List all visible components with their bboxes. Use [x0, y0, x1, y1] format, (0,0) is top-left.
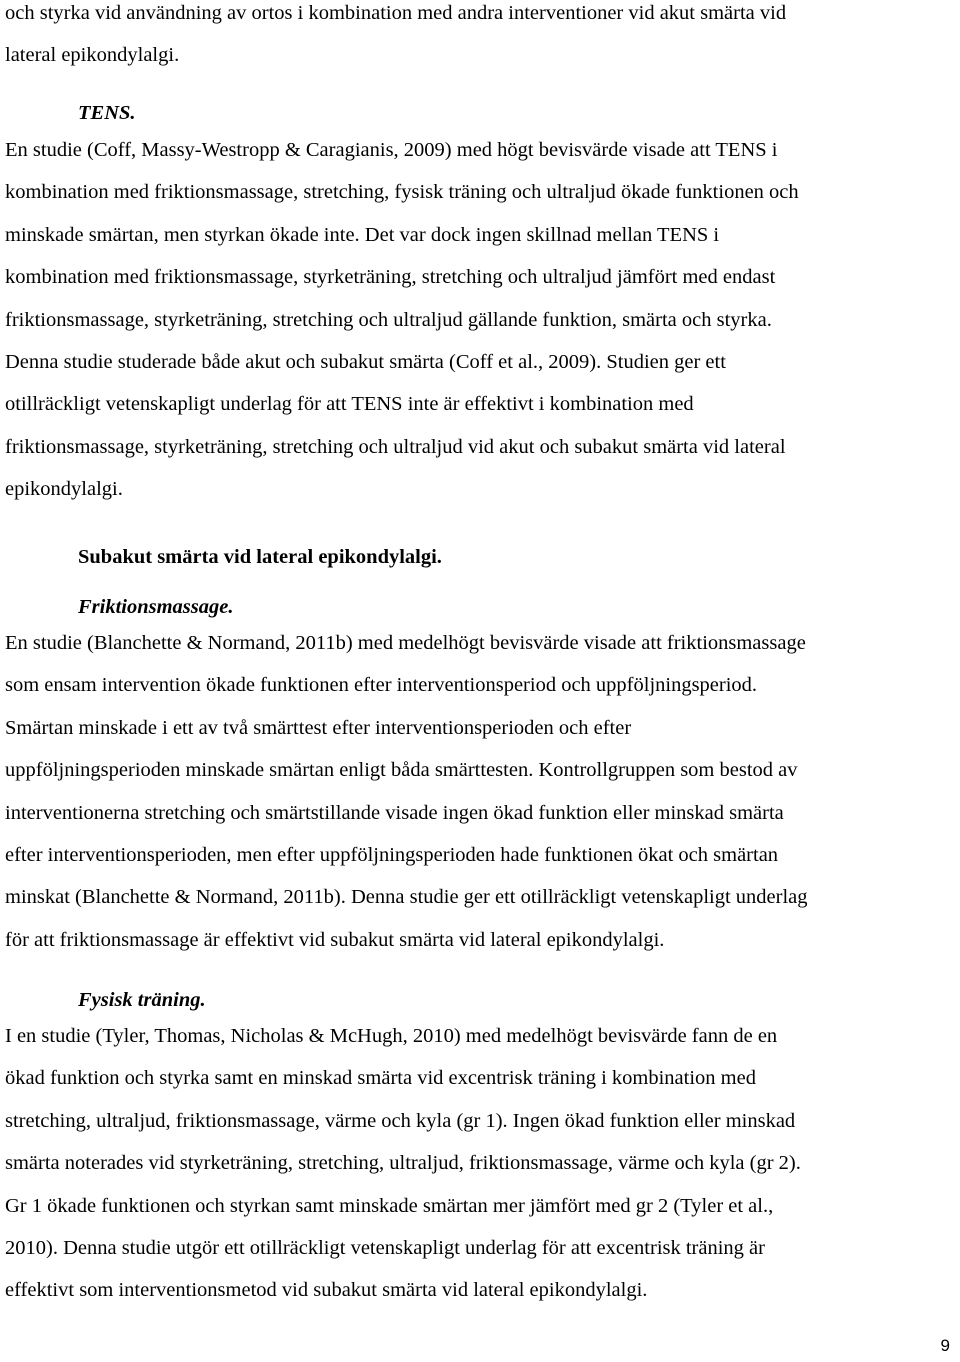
text-line: otillräckligt vetenskapligt underlag för att TENS inte är effektivt i kombination med: [5, 393, 694, 416]
text-line: 2010). Denna studie utgör ett otillräckligt vetenskapligt underlag för att excentrisk träning är: [5, 1236, 765, 1259]
text-line: En studie (Blanchette & Normand, 2011b) med medelhögt bevisvärde visade att friktionsmassage: [5, 632, 806, 654]
heading-tens: TENS.: [78, 102, 136, 124]
text-line: kombination med friktionsmassage, styrketräning, stretching och ultraljud jämfört med endast: [5, 266, 776, 289]
text-line: En studie (Coff, Massy-Westropp & Caragianis, 2009) med högt bevisvärde visade att TENS i: [5, 139, 778, 161]
text-line: Gr 1 ökade funktionen och styrkan samt minskade smärtan mer jämfört med gr 2 (Tyler et al.,: [5, 1194, 774, 1217]
text-line: minskat (Blanchette & Normand, 2011b). Denna studie ger ett otillräckligt vetenskapligt underlag: [5, 886, 808, 909]
text-line: interventionerna stretching och smärtstillande visade ingen ökad funktion eller minskad smärta: [5, 801, 784, 824]
paragraph-tens: [5, 129, 957, 511]
text-line: stretching, ultraljud, friktionsmassage, värme och kyla (gr 1). Ingen ökad funktion eller minskad: [5, 1109, 796, 1132]
text-line: friktionsmassage, styrketräning, stretching och ultraljud gällande funktion, smärta och styrka.: [5, 308, 772, 331]
text-line: ökad funktion och styrka samt en minskad smärta vid excentrisk träning i kombination med: [5, 1067, 756, 1090]
heading-subakut: Subakut smärta vid lateral epikondylalgi.: [78, 546, 442, 568]
intro-paragraph: [5, 0, 957, 77]
text-line: och styrka vid användning av ortos i kombination med andra interventioner vid akut smärta vid: [5, 2, 787, 24]
text-line: Smärtan minskade i ett av två smärttest efter interventionsperioden och efter: [5, 716, 632, 739]
text-line: som ensam intervention ökade funktionen efter interventionsperiod och uppföljningsperiod.: [5, 674, 758, 697]
text-line: kombination med friktionsmassage, stretching, fysisk träning och ultraljud ökade funktionen och: [5, 181, 799, 204]
text-line: smärta noterades vid styrketräning, stretching, ultraljud, friktionsmassage, värme och kyla (gr 2).: [5, 1152, 801, 1175]
text-line: effektivt som interventionsmetod vid subakut smärta vid lateral epikondylalgi.: [5, 1279, 648, 1302]
paragraph-fysisk-traning: [5, 1015, 957, 1312]
text-line: för att friktionsmassage är effektivt vid subakut smärta vid lateral epikondylalgi.: [5, 928, 665, 951]
text-line: epikondylalgi.: [5, 478, 123, 501]
heading-fysisk-traning: Fysisk träning.: [78, 989, 206, 1011]
text-line: friktionsmassage, styrketräning, stretching och ultraljud vid akut och subakut smärta vid lateral: [5, 435, 786, 458]
paragraph-friktionsmassage: [5, 622, 957, 961]
text-line: uppföljningsperioden minskade smärtan enligt båda smärttesten. Kontrollgruppen som bestod av: [5, 759, 798, 782]
heading-friktionsmassage: Friktionsmassage.: [78, 596, 234, 618]
text-line: efter interventionsperioden, men efter uppföljningsperioden hade funktionen ökat och smärtan: [5, 843, 779, 866]
text-line: minskade smärtan, men styrkan ökade inte. Det var dock ingen skillnad mellan TENS i: [5, 223, 720, 246]
page-number: 9: [940, 1336, 950, 1355]
text-line: Denna studie studerade både akut och subakut smärta (Coff et al., 2009). Studien ger ett: [5, 350, 726, 373]
text-line: I en studie (Tyler, Thomas, Nicholas & McHugh, 2010) med medelhögt bevisvärde fann de en: [5, 1025, 778, 1047]
text-line: lateral epikondylalgi.: [5, 44, 180, 67]
